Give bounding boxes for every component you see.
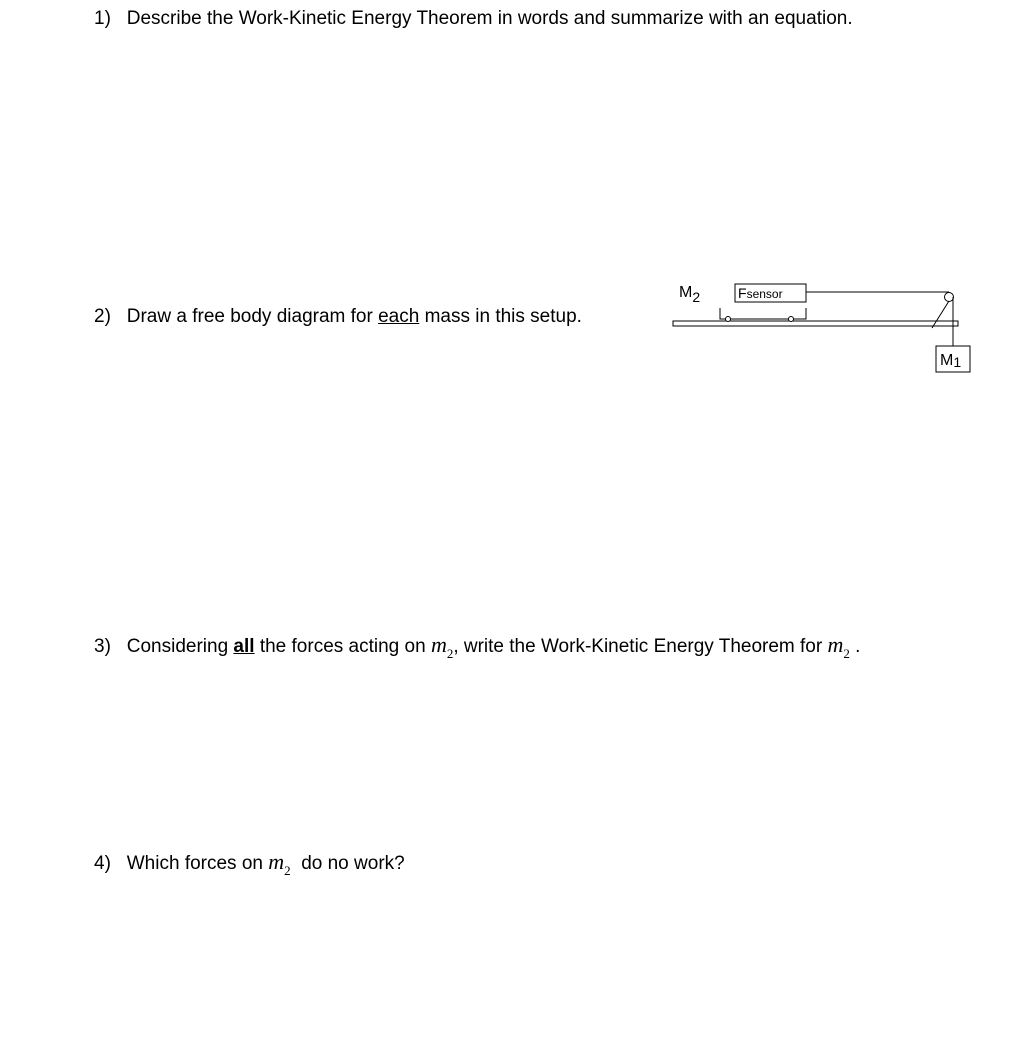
- question-4: [94, 850, 405, 877]
- math-m2: $m_2$: [827, 632, 850, 661]
- question-3-text-middle: the forces acting on: [254, 636, 431, 657]
- question-1-number: 1): [94, 8, 111, 29]
- cart-wheel-right: [789, 317, 794, 322]
- pulley: [945, 293, 954, 302]
- question-2-text-after: mass in this setup.: [419, 306, 582, 327]
- cart-wheel-left: [726, 317, 731, 322]
- question-2-emphasis: each: [378, 306, 420, 327]
- question-2: [94, 305, 582, 329]
- question-3-text-before: Considering: [126, 636, 234, 657]
- question-2-text-before: Draw a free body diagram for: [126, 306, 379, 327]
- question-3: [94, 633, 860, 660]
- question-3-end: .: [855, 636, 861, 657]
- cart-label: M2: [679, 284, 701, 305]
- question-3-text-after: , write the Work-Kinetic Energy Theorem for: [453, 636, 828, 657]
- question-4-number: 4): [94, 853, 111, 874]
- hanging-mass-label: M1: [940, 352, 962, 370]
- question-3-emphasis: all: [233, 636, 255, 657]
- math-m2: $m_2$: [430, 632, 454, 661]
- question-4-text-before: Which forces on: [126, 853, 269, 874]
- track: [673, 321, 958, 326]
- question-1: [94, 7, 853, 31]
- question-1-text: Describe the Work-Kinetic Energy Theorem in words and summarize with an equation.: [126, 8, 853, 29]
- math-m2: $m_2$: [268, 849, 291, 878]
- setup-diagram: [668, 278, 978, 378]
- question-4-text-after: do no work?: [295, 853, 405, 874]
- sensor-label: Fsensor: [738, 285, 783, 301]
- question-3-number: 3): [94, 636, 111, 657]
- question-2-number: 2): [94, 306, 111, 327]
